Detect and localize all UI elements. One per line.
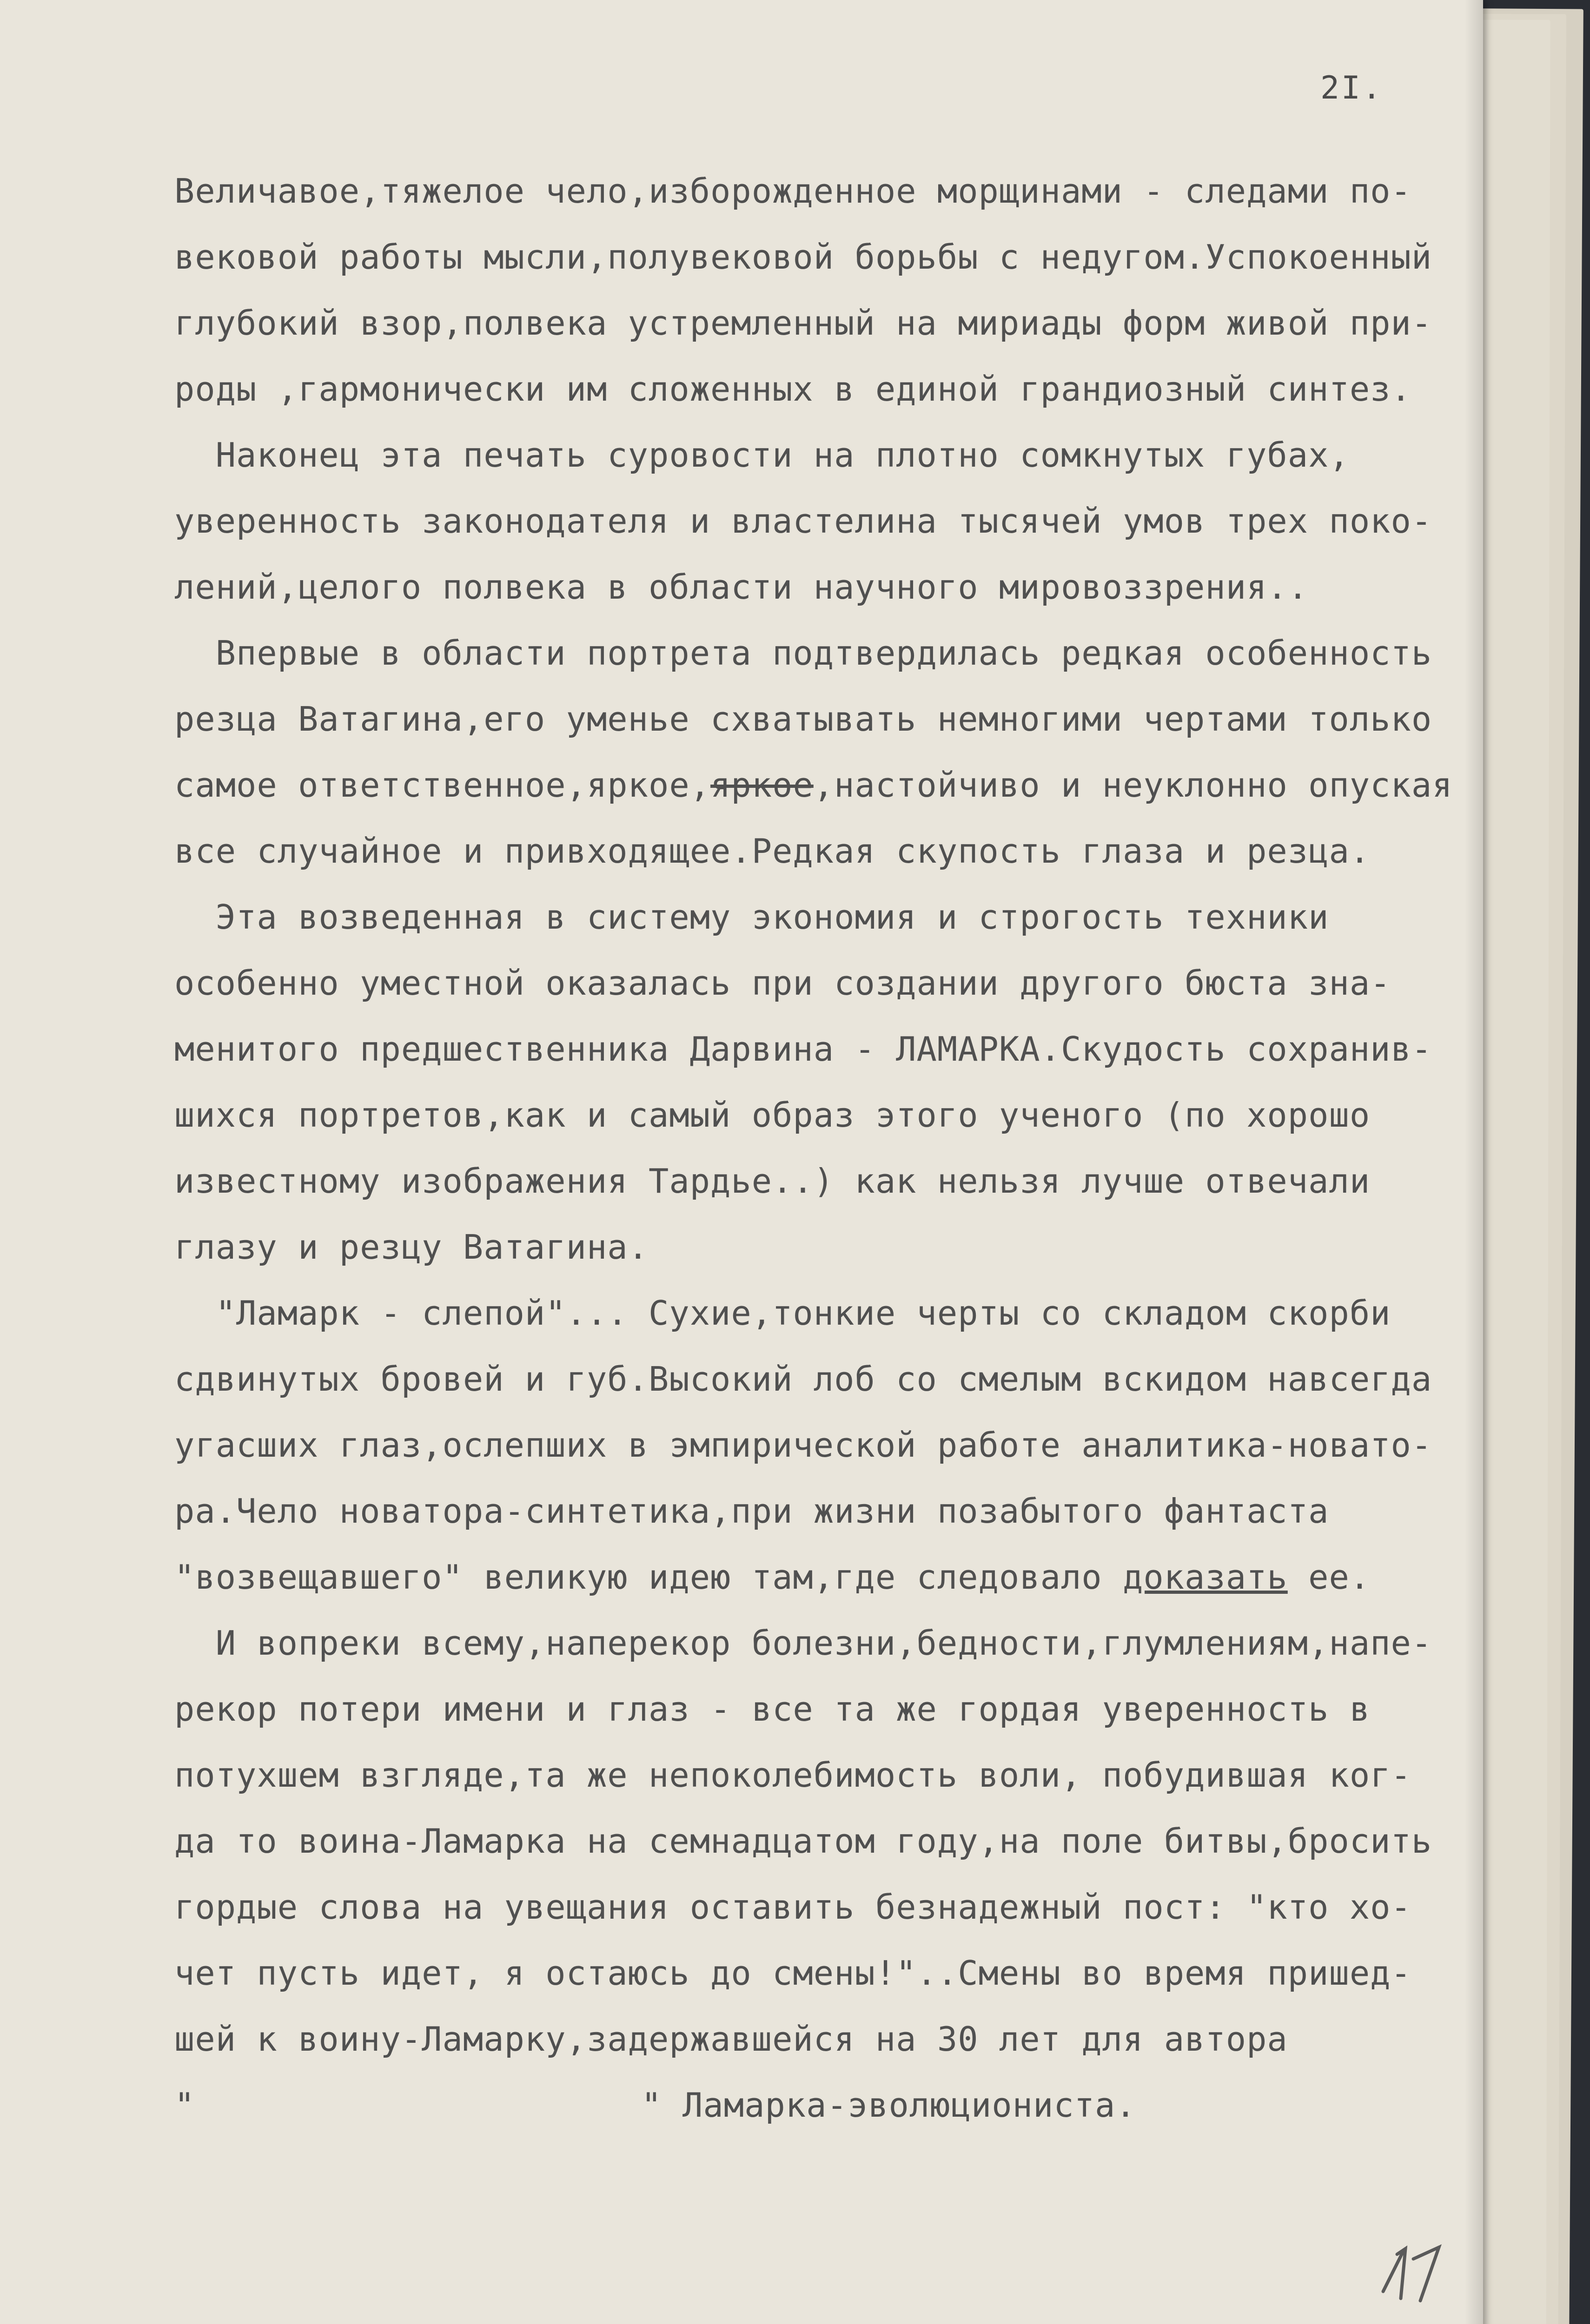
open-quote: " — [174, 2086, 195, 2125]
text-line-with-underline — [174, 1544, 1476, 1610]
text-line: угасших глаз,ослепших в эмпирической работе аналитика-новато- — [174, 1426, 1432, 1465]
text-line: Величавое,тяжелое чело,изборожденное морщинами - следами по- — [174, 172, 1411, 211]
text-line: лений,целого полвека в области научного мировоззрения.. — [174, 568, 1309, 607]
text-line: резца Ватагина,его уменье схватывать немногими чертами только — [174, 700, 1432, 739]
text-line: гордые слова на увещания оставить безнадежный пост: "кто хо- — [174, 1888, 1411, 1927]
text-line: рекор потери имени и глаз - все та же гордая уверенность в — [174, 1690, 1371, 1729]
text-line: чет пусть идет, я остаюсь до смены!"..Смены во время пришед- — [174, 1954, 1411, 1993]
text-line: потухшем взгляде,та же непоколебимость воли, побудившая ког- — [174, 1756, 1411, 1795]
text-segment: " Ламарка-эволюциониста. — [641, 2086, 1136, 2125]
text-line: И вопреки всему,наперекор болезни,бедности,глумлениям,напе- — [174, 1624, 1432, 1663]
text-line: особенно уместной оказалась при создании другого бюста зна- — [174, 964, 1391, 1003]
text-line: все случайное и привходящее.Редкая скупость глаза и резца. — [174, 832, 1371, 871]
page-number: 2I. — [1320, 70, 1383, 106]
handwritten-page-mark — [1378, 2236, 1448, 2305]
text-line: шей к воину-Ламарку,задержавшейся на 30 лет для автора — [174, 2020, 1288, 2059]
text-line: глазу и резцу Ватагина. — [174, 1228, 649, 1267]
text-line: Эта возведенная в систему экономия и строгость техники — [174, 898, 1329, 937]
text-line: Наконец эта печать суровости на плотно сомкнутых губах, — [174, 436, 1350, 475]
text-segment: "возвещавшего" великую идею там,где следовало — [174, 1558, 1123, 1597]
text-line: известному изображения Тардье..) как нельзя лучше отвечали — [174, 1162, 1371, 1201]
text-line: "Ламарк - слепой"... Сухие,тонкие черты со складом скорби — [174, 1294, 1391, 1333]
struck-word: яркое — [710, 766, 814, 805]
text-line: шихся портретов,как и самый образ этого ученого (по хорошо — [174, 1096, 1371, 1135]
text-line: да то воина-Ламарка на семнадцатом году,на поле битвы,бросить — [174, 1822, 1432, 1861]
text-segment: самое ответственное,яркое, — [174, 766, 711, 805]
text-line: вековой работы мысли,полувековой борьбы с недугом.Успокоенный — [174, 238, 1432, 277]
text-line: глубокий взор,полвека устремленный на мириады форм живой при- — [174, 304, 1432, 343]
text-line: Впервые в области портрета подтвердилась редкая особенность — [174, 634, 1432, 673]
text-line: ра.Чело новатора-синтетика,при жизни позабытого фантаста — [174, 1492, 1329, 1531]
text-line: уверенность законодателя и властелина тысячей умов трех поко- — [174, 502, 1432, 541]
text-line-with-blank — [174, 2072, 1476, 2138]
typed-text — [174, 158, 1476, 2138]
text-line-with-strikethrough — [174, 752, 1476, 818]
text-line: роды ,гармонически им сложенных в единой грандиозный синтез. — [174, 370, 1411, 409]
underlined-word: доказать — [1123, 1558, 1288, 1597]
text-line: сдвинутых бровей и губ.Высокий лоб со смелым вскидом навсегда — [174, 1360, 1432, 1399]
text-segment: ,настойчиво и неуклонно опуская — [813, 766, 1453, 805]
text-segment: ее. — [1287, 1558, 1371, 1597]
text-line: менитого предшественника Дарвина - ЛАМАРКА.Скудость сохранив- — [174, 1030, 1432, 1069]
